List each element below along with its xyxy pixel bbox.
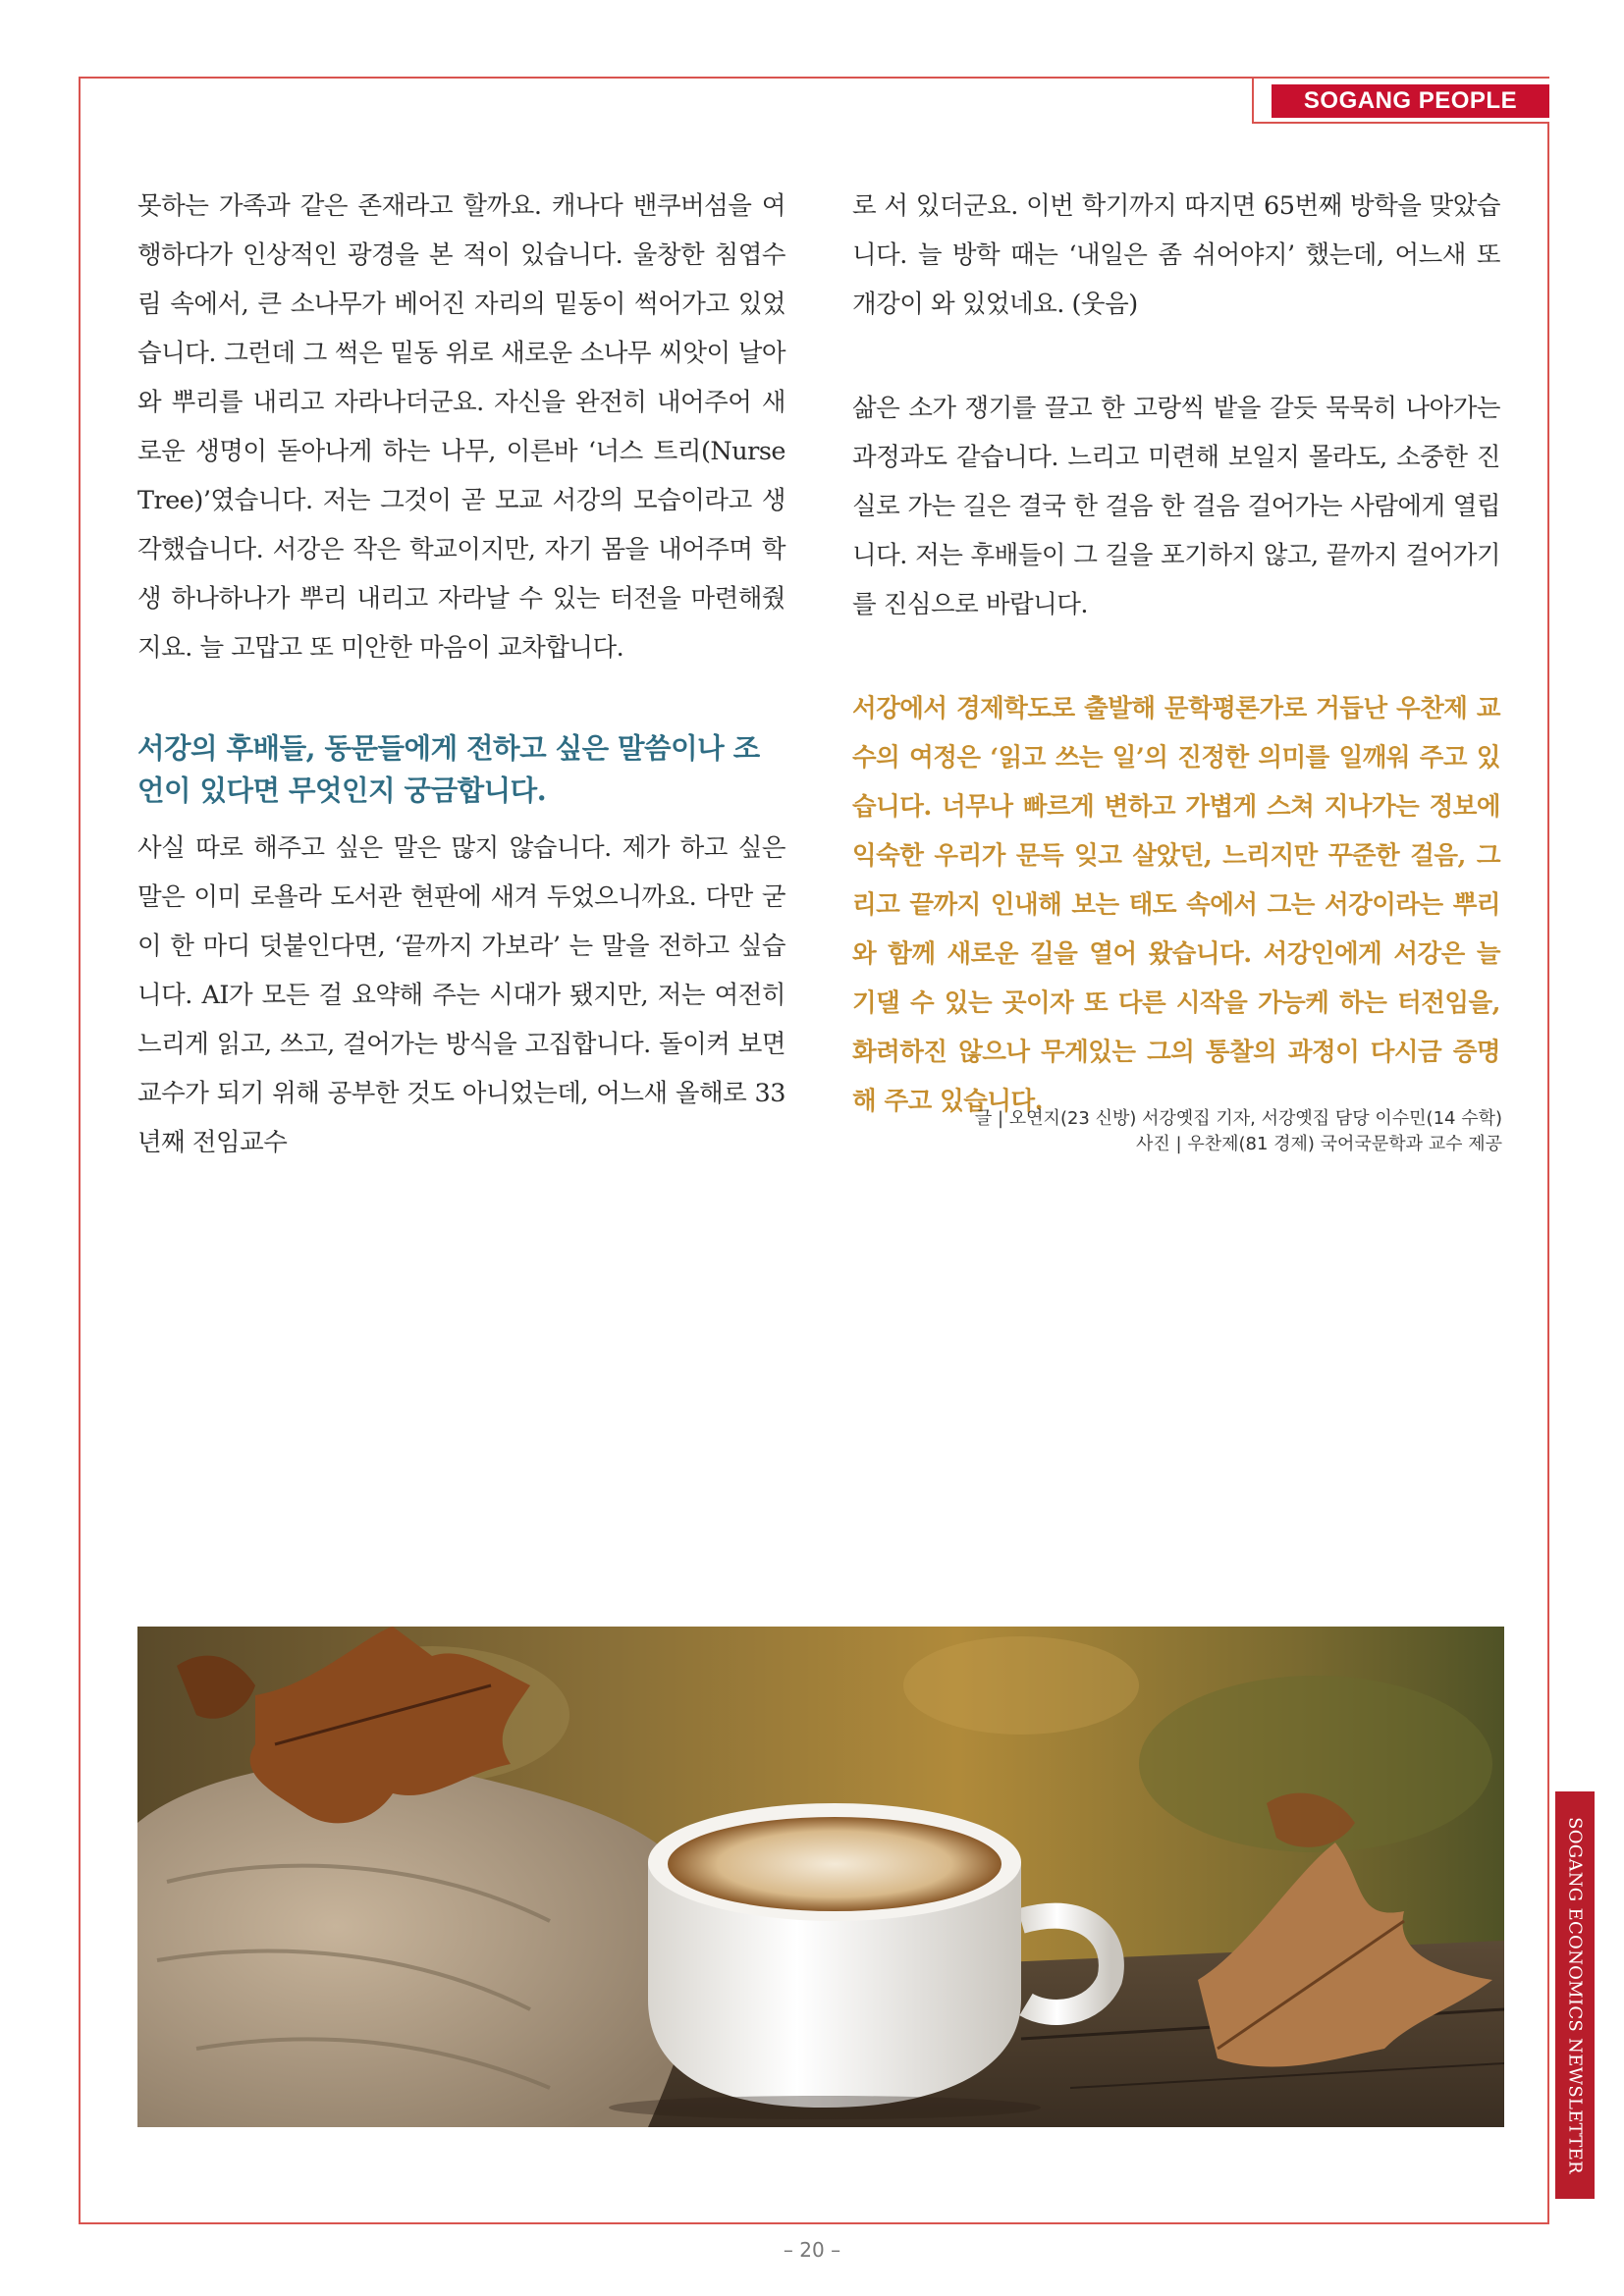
page-number: – 20 – — [783, 2238, 841, 2262]
photo-credit: 사진 | 우찬제(81 경제) 국어국문학과 교수 제공 — [1136, 1134, 1502, 1154]
credits — [852, 1106, 1502, 1157]
writer-credit: 글 | 오연지(23 신방) 서강옛집 기자, 서강옛집 담당 이수민(14 수학) — [974, 1108, 1502, 1129]
right-paragraph-1: 로 서 있더군요. 이번 학기까지 따지면 65번째 방학을 맞았습니다. 늘 방학 때는 ‘내일은 좀 쉬어야지’ 했는데, 어느새 또 개강이 와 있었네요. (웃음) — [852, 191, 1500, 319]
left-column — [137, 182, 785, 1167]
section-tag: SOGANG PEOPLE — [1272, 84, 1549, 118]
right-paragraph-2: 삶은 소가 쟁기를 끌고 한 고랑씩 밭을 갈듯 묵묵히 나아가는 과정과도 같습니다. 느리고 미련해 보일지 몰라도, 소중한 진실로 가는 길은 결국 한 걸음 한 걸음 걸어가는 사람에게 열립니다. 저는 후배들이 그 길을 포기하지 않고, 끝까지 걸어가기를 진심으로 바랍니다. — [852, 394, 1500, 619]
left-paragraph-1: 못하는 가족과 같은 존재라고 할까요. 캐나다 밴쿠버섬을 여행하다가 인상적인 광경을 본 적이 있습니다. 울창한 침엽수림 속에서, 큰 소나무가 베어진 자리의 밑동이 썩어가고 있었습니다. 그런데 그 썩은 밑동 위로 새로운 소나무 씨앗이 날아와 뿌리를 내리고 자라나더군요. 자신을 완전히 내어주어 새로운 생명이 돋아나게 하는 나무, 이른바 ‘너스 트리(Nurse Tree)’였습니다. 저는 그것이 곧 모교 서강의 모습이라고 생각했습니다. 서강은 작은 학교이지만, 자기 몸을 내어주며 학생 하나하나가 뿌리 내리고 자라날 수 있는 터전을 마련해줬지요. 늘 고맙고 또 미안한 마음이 교차합니다. — [137, 191, 785, 663]
right-column — [852, 182, 1500, 1126]
left-paragraph-2: 사실 따로 해주고 싶은 말은 많지 않습니다. 제가 하고 싶은 말은 이미 로욜라 도서관 현판에 새겨 두었으니까요. 다만 굳이 한 마디 덧붙인다면, ‘끝까지 가보라’ 는 말을 전하고 싶습니다. AI가 모든 걸 요약해 주는 시대가 됐지만, 저는 여전히 느리게 읽고, 쓰고, 걸어가는 방식을 고집합니다. 돌이켜 보면 교수가 되기 위해 공부한 것도 아니었는데, 어느새 올해로 33년째 전임교수 — [137, 833, 785, 1157]
sidebar-label: SOGANG ECONOMICS NEWSLETTER — [1564, 1816, 1586, 2174]
interview-question: 서강의 후배들, 동문들에게 전하고 싶은 말씀이나 조언이 있다면 무엇인지 궁금합니다. — [137, 731, 760, 807]
editor-closing-highlight: 서강에서 경제학도로 출발해 문학평론가로 거듭난 우찬제 교수의 여정은 ‘읽고 쓰는 일’의 진정한 의미를 일깨워 주고 있습니다. 너무나 빠르게 변하고 가볍게 스쳐 지나가는 정보에 익숙한 우리가 문득 잊고 살았던, 느리지만 꾸준한 걸음, 그리고 끝까지 인내해 보는 태도 속에서 그는 서강이라는 뿌리와 함께 새로운 길을 열어 왔습니다. 서강인에게 서강은 늘 기댈 수 있는 곳이자 또 다른 시작을 가능케 하는 터전임을, 화려하진 않으나 무게있는 그의 통찰의 과정이 다시금 증명해 주고 있습니다. — [852, 694, 1500, 1116]
coffee-autumn-photo — [137, 1627, 1504, 2127]
newsletter-sidebar — [1555, 1791, 1595, 2199]
